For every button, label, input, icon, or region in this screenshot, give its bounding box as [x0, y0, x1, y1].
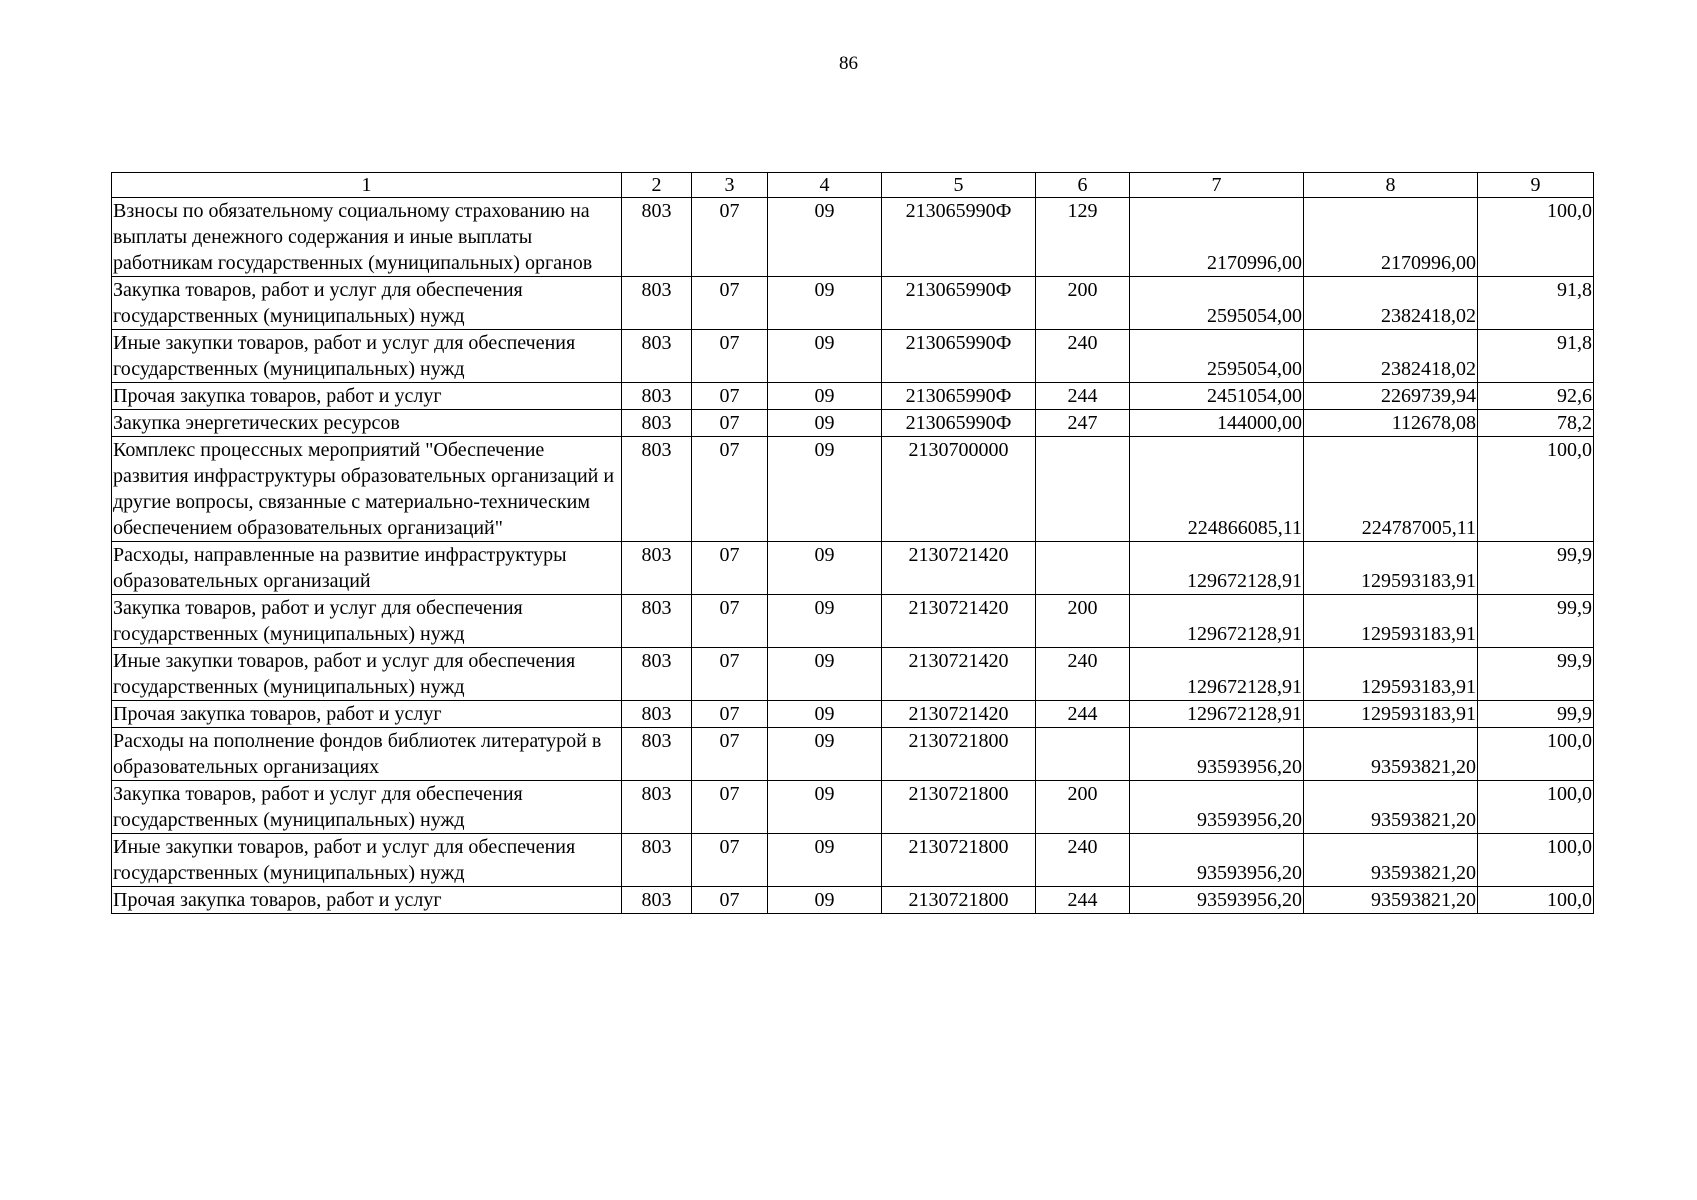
subsection-code-cell: 09: [768, 728, 882, 781]
expense-type-cell: [1036, 728, 1130, 781]
table-row: [112, 701, 1594, 728]
grbs-code-cell: 803: [622, 728, 692, 781]
target-article-cell: 2130721800: [882, 728, 1036, 781]
subsection-code-cell: 09: [768, 648, 882, 701]
expense-type-cell: 247: [1036, 410, 1130, 437]
subsection-code-cell: 09: [768, 887, 882, 914]
actual-amount-cell: 129593183,91: [1304, 595, 1478, 648]
grbs-code-cell: 803: [622, 383, 692, 410]
target-article-cell: 2130721420: [882, 701, 1036, 728]
row-name-cell: Закупка товаров, работ и услуг для обеспечения государственных (муниципальных) нужд: [112, 595, 622, 648]
column-header: 4: [768, 173, 882, 198]
target-article-cell: 213065990Ф: [882, 410, 1036, 437]
planned-amount-cell: 144000,00: [1130, 410, 1304, 437]
actual-amount-cell: 129593183,91: [1304, 542, 1478, 595]
target-article-cell: 213065990Ф: [882, 383, 1036, 410]
table-row: [112, 383, 1594, 410]
grbs-code-cell: 803: [622, 198, 692, 277]
target-article-cell: 2130721800: [882, 834, 1036, 887]
expense-type-cell: 200: [1036, 781, 1130, 834]
grbs-code-cell: 803: [622, 648, 692, 701]
row-name-cell: Расходы, направленные на развитие инфраструктуры образовательных организаций: [112, 542, 622, 595]
grbs-code-cell: 803: [622, 277, 692, 330]
row-name-cell: Закупка энергетических ресурсов: [112, 410, 622, 437]
grbs-code-cell: 803: [622, 437, 692, 542]
planned-amount-cell: 224866085,11: [1130, 437, 1304, 542]
column-header: 9: [1478, 173, 1594, 198]
section-code-cell: 07: [692, 198, 768, 277]
row-name-cell: Комплекс процессных мероприятий "Обеспечение развития инфраструктуры образовательных организаций и другие вопросы, связанные с материально-техническим обеспечением образовательных организаций": [112, 437, 622, 542]
budget-table: [111, 172, 1594, 914]
section-code-cell: 07: [692, 277, 768, 330]
subsection-code-cell: 09: [768, 781, 882, 834]
row-name-cell: Иные закупки товаров, работ и услуг для обеспечения государственных (муниципальных) нужд: [112, 834, 622, 887]
expense-type-cell: 129: [1036, 198, 1130, 277]
grbs-code-cell: 803: [622, 887, 692, 914]
actual-amount-cell: 129593183,91: [1304, 648, 1478, 701]
table-row: [112, 781, 1594, 834]
row-name-cell: Закупка товаров, работ и услуг для обеспечения государственных (муниципальных) нужд: [112, 781, 622, 834]
execution-percent-cell: 100,0: [1478, 834, 1594, 887]
table-row: [112, 834, 1594, 887]
column-header: 8: [1304, 173, 1478, 198]
column-header: 3: [692, 173, 768, 198]
actual-amount-cell: 93593821,20: [1304, 781, 1478, 834]
actual-amount-cell: 112678,08: [1304, 410, 1478, 437]
expense-type-cell: 240: [1036, 648, 1130, 701]
row-name-cell: Взносы по обязательному социальному страхованию на выплаты денежного содержания и иные выплаты работникам государственных (муниципальных) органов: [112, 198, 622, 277]
actual-amount-cell: 2382418,02: [1304, 330, 1478, 383]
expense-type-cell: 240: [1036, 330, 1130, 383]
planned-amount-cell: 93593956,20: [1130, 834, 1304, 887]
section-code-cell: 07: [692, 781, 768, 834]
expense-type-cell: 240: [1036, 834, 1130, 887]
table-row: [112, 330, 1594, 383]
execution-percent-cell: 100,0: [1478, 781, 1594, 834]
execution-percent-cell: 92,6: [1478, 383, 1594, 410]
planned-amount-cell: 93593956,20: [1130, 887, 1304, 914]
grbs-code-cell: 803: [622, 410, 692, 437]
subsection-code-cell: 09: [768, 701, 882, 728]
execution-percent-cell: 91,8: [1478, 330, 1594, 383]
section-code-cell: 07: [692, 437, 768, 542]
planned-amount-cell: 93593956,20: [1130, 781, 1304, 834]
execution-percent-cell: 99,9: [1478, 701, 1594, 728]
actual-amount-cell: 224787005,11: [1304, 437, 1478, 542]
actual-amount-cell: 2170996,00: [1304, 198, 1478, 277]
actual-amount-cell: 93593821,20: [1304, 728, 1478, 781]
section-code-cell: 07: [692, 728, 768, 781]
expense-type-cell: 244: [1036, 701, 1130, 728]
execution-percent-cell: 100,0: [1478, 198, 1594, 277]
table-row: [112, 728, 1594, 781]
row-name-cell: Прочая закупка товаров, работ и услуг: [112, 887, 622, 914]
planned-amount-cell: 2595054,00: [1130, 330, 1304, 383]
execution-percent-cell: 99,9: [1478, 542, 1594, 595]
planned-amount-cell: 93593956,20: [1130, 728, 1304, 781]
subsection-code-cell: 09: [768, 330, 882, 383]
grbs-code-cell: 803: [622, 701, 692, 728]
table-row: [112, 648, 1594, 701]
planned-amount-cell: 2170996,00: [1130, 198, 1304, 277]
column-header: 6: [1036, 173, 1130, 198]
column-header: 7: [1130, 173, 1304, 198]
column-header: 1: [112, 173, 622, 198]
table-row: [112, 410, 1594, 437]
actual-amount-cell: 2382418,02: [1304, 277, 1478, 330]
subsection-code-cell: 09: [768, 383, 882, 410]
subsection-code-cell: 09: [768, 277, 882, 330]
expense-type-cell: 200: [1036, 277, 1130, 330]
planned-amount-cell: 129672128,91: [1130, 701, 1304, 728]
section-code-cell: 07: [692, 595, 768, 648]
table-row: [112, 887, 1594, 914]
grbs-code-cell: 803: [622, 595, 692, 648]
section-code-cell: 07: [692, 330, 768, 383]
planned-amount-cell: 129672128,91: [1130, 595, 1304, 648]
section-code-cell: 07: [692, 701, 768, 728]
actual-amount-cell: 93593821,20: [1304, 887, 1478, 914]
section-code-cell: 07: [692, 410, 768, 437]
page-number: 86: [839, 53, 858, 74]
section-code-cell: 07: [692, 542, 768, 595]
subsection-code-cell: 09: [768, 542, 882, 595]
table-row: [112, 437, 1594, 542]
grbs-code-cell: 803: [622, 781, 692, 834]
subsection-code-cell: 09: [768, 834, 882, 887]
row-name-cell: Прочая закупка товаров, работ и услуг: [112, 383, 622, 410]
target-article-cell: 213065990Ф: [882, 330, 1036, 383]
target-article-cell: 2130721420: [882, 648, 1036, 701]
section-code-cell: 07: [692, 383, 768, 410]
planned-amount-cell: 2451054,00: [1130, 383, 1304, 410]
subsection-code-cell: 09: [768, 410, 882, 437]
target-article-cell: 213065990Ф: [882, 277, 1036, 330]
expense-type-cell: 244: [1036, 383, 1130, 410]
execution-percent-cell: 100,0: [1478, 887, 1594, 914]
table-row: [112, 542, 1594, 595]
target-article-cell: 2130700000: [882, 437, 1036, 542]
column-header: 5: [882, 173, 1036, 198]
row-name-cell: Расходы на пополнение фондов библиотек литературой в образовательных организациях: [112, 728, 622, 781]
target-article-cell: 2130721800: [882, 781, 1036, 834]
section-code-cell: 07: [692, 834, 768, 887]
table-row: [112, 198, 1594, 277]
planned-amount-cell: 129672128,91: [1130, 648, 1304, 701]
expense-type-cell: [1036, 542, 1130, 595]
target-article-cell: 2130721800: [882, 887, 1036, 914]
column-header: 2: [622, 173, 692, 198]
subsection-code-cell: 09: [768, 437, 882, 542]
execution-percent-cell: 100,0: [1478, 437, 1594, 542]
target-article-cell: 2130721420: [882, 595, 1036, 648]
header-row: [112, 173, 1594, 198]
grbs-code-cell: 803: [622, 330, 692, 383]
execution-percent-cell: 99,9: [1478, 595, 1594, 648]
subsection-code-cell: 09: [768, 198, 882, 277]
expense-type-cell: [1036, 437, 1130, 542]
row-name-cell: Закупка товаров, работ и услуг для обеспечения государственных (муниципальных) нужд: [112, 277, 622, 330]
table-row: [112, 277, 1594, 330]
actual-amount-cell: 93593821,20: [1304, 834, 1478, 887]
expense-type-cell: 200: [1036, 595, 1130, 648]
subsection-code-cell: 09: [768, 595, 882, 648]
row-name-cell: Иные закупки товаров, работ и услуг для обеспечения государственных (муниципальных) нужд: [112, 330, 622, 383]
target-article-cell: 213065990Ф: [882, 198, 1036, 277]
grbs-code-cell: 803: [622, 542, 692, 595]
row-name-cell: Прочая закупка товаров, работ и услуг: [112, 701, 622, 728]
section-code-cell: 07: [692, 648, 768, 701]
execution-percent-cell: 100,0: [1478, 728, 1594, 781]
target-article-cell: 2130721420: [882, 542, 1036, 595]
actual-amount-cell: 129593183,91: [1304, 701, 1478, 728]
execution-percent-cell: 91,8: [1478, 277, 1594, 330]
actual-amount-cell: 2269739,94: [1304, 383, 1478, 410]
grbs-code-cell: 803: [622, 834, 692, 887]
expense-type-cell: 244: [1036, 887, 1130, 914]
section-code-cell: 07: [692, 887, 768, 914]
row-name-cell: Иные закупки товаров, работ и услуг для обеспечения государственных (муниципальных) нужд: [112, 648, 622, 701]
execution-percent-cell: 78,2: [1478, 410, 1594, 437]
execution-percent-cell: 99,9: [1478, 648, 1594, 701]
planned-amount-cell: 129672128,91: [1130, 542, 1304, 595]
table-row: [112, 595, 1594, 648]
planned-amount-cell: 2595054,00: [1130, 277, 1304, 330]
